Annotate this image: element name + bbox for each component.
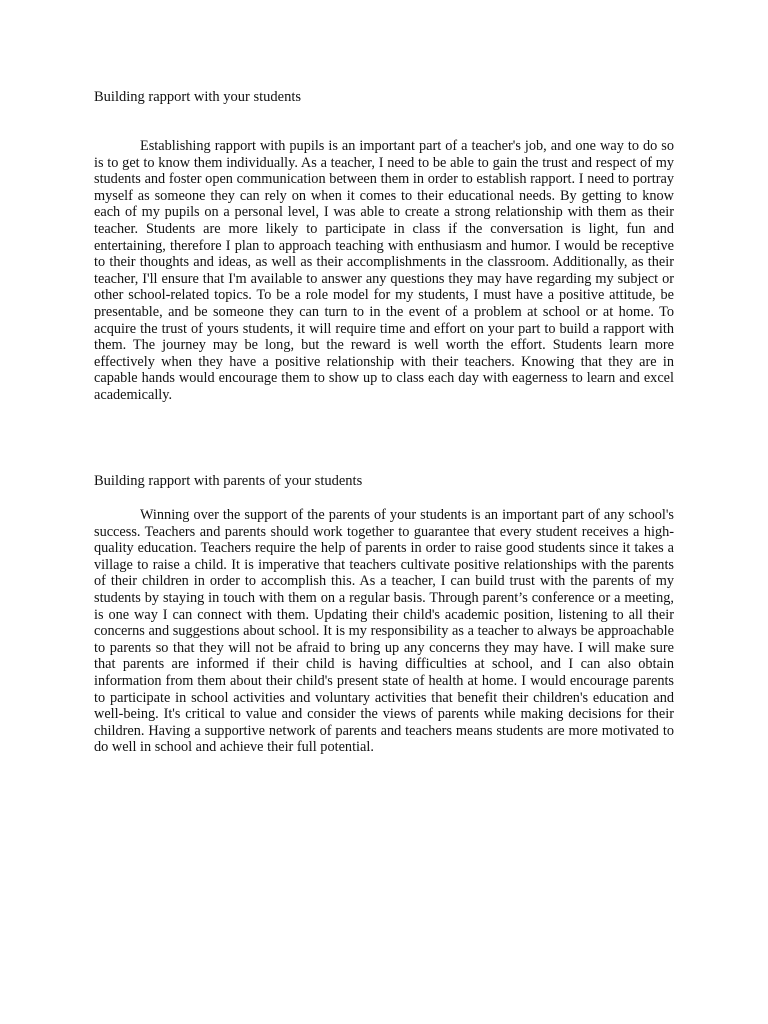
section-body-students: Establishing rapport with pupils is an important part of a teacher's job, and one way to do so is to get to know them individually. As a teacher, I need to be able to gain the trust and respect of my students and foster open communication between them in order to establish rapport. I need to portray myself as someone they can rely on when it comes to their educational needs. By getting to know each of my pupils on a personal level, I was able to create a strong relationship with them as their teacher. Students are more likely to participate in class if the conversation is light, fun and entertaining, therefore I plan to approach teaching with enthusiasm and humor. I would be receptive to their thoughts and ideas, as well as their accomplishments in the classroom. Additionally, as their teacher, I'll ensure that I'm available to answer any questions they may have regarding my subject or other school-related topics. To be a role model for my students, I must have a positive attitude, be presentable, and be someone they can turn to in the event of a problem at school or at home. To acquire the trust of yours students, it will require time and effort on your part to build a rapport with them. The journey may be long, but the reward is well worth the effort. Students learn more effectively when they have a positive relationship with their teachers. Knowing that they are in capable hands would encourage them to show up to class each day with eagerness to learn and excel academically. (94, 138, 674, 403)
section-heading-students: Building rapport with your students (94, 89, 302, 105)
section-body-parents: Winning over the support of the parents of your students is an important part of any school's success. Teachers and parents should work together to guarantee that every student receives a high-quality education. Teachers require the help of parents in order to raise good students since it takes a village to raise a child. It is imperative that teachers cultivate positive relationships with the parents of their children in order to accomplish this. As a teacher, I can build trust with the parents of my students by staying in touch with them on a regular basis. Through parent’s conference or a meeting, is one way I can connect with them. Updating their child's academic position, listening to all their concerns and suggestions about school. It is my responsibility as a teacher to always be approachable to parents so that they will not be afraid to bring up any concerns they may have. I will make sure that parents are informed if their child is having difficulties at school, and I can also obtain information from them about their child's present state of health at home. I would encourage parents to participate in school activities and voluntary activities that benefit their children's education and well-being. It's critical to value and consider the views of parents while making decisions for their children. Having a supportive network of parents and teachers means students are more motivated to do well in school and achieve their full potential. (94, 507, 674, 756)
section-heading-parents: Building rapport with parents of your students (94, 473, 363, 489)
